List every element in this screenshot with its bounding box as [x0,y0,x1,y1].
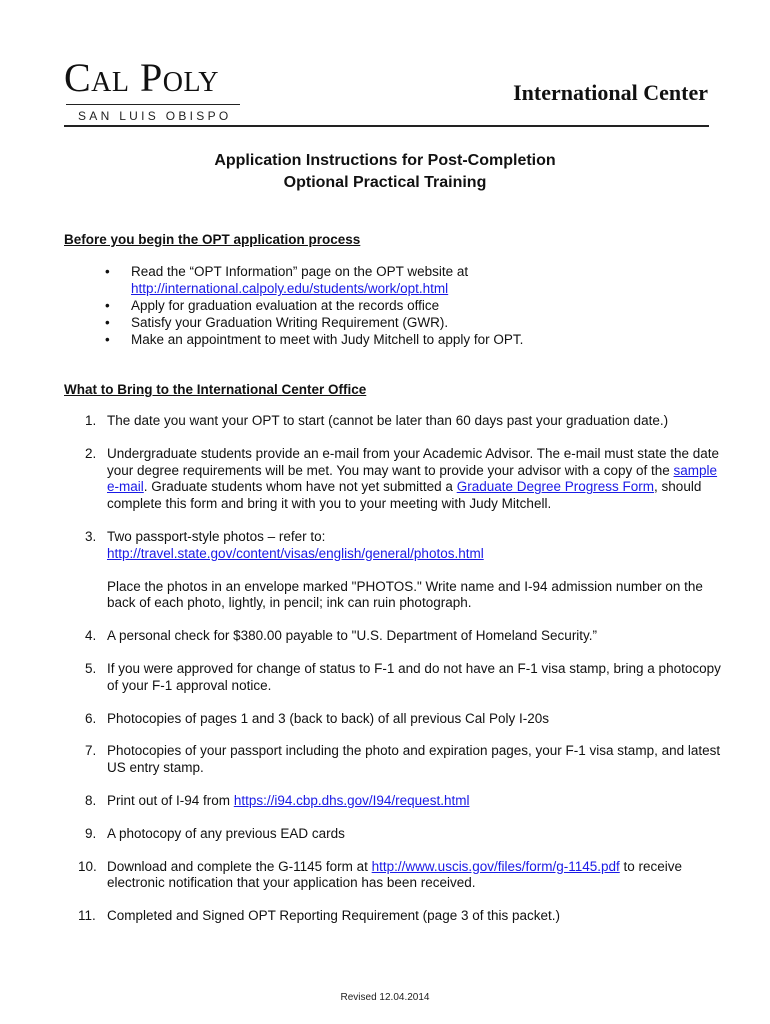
step-number: 3. [85,528,97,544]
step-text: Completed and Signed OPT Reporting Requirement (page 3 of this packet.) [107,908,561,924]
list-item [105,297,725,314]
what-to-bring-list [78,413,725,941]
list-item [85,743,725,777]
title-line-1: Application Instructions for Post-Completion [214,152,556,169]
bullet-text: Apply for graduation evaluation at the records office [131,298,440,313]
list-item [85,628,725,645]
step-number: 1. [85,413,97,428]
step-text: If you were approved for change of status to F-1 and do not have an F-1 visa stamp, bring a photocopy of your F-1 approval notice. [107,660,721,693]
list-item [85,529,725,612]
header-divider [64,125,709,127]
step-number: 5. [85,660,97,676]
list-item [105,263,725,297]
sample-email-link[interactable]: sample e-mail [107,462,718,495]
list-item [78,858,725,893]
bullet-icon: • [105,315,110,330]
bullet-text: Satisfy your Graduation Writing Requirement (GWR). [131,315,449,330]
step-text: A photocopy of any previous EAD cards [107,825,345,841]
section-heading-what-to-bring: What to Bring to the International Center Office [64,382,367,397]
step-number: 10. [78,858,97,874]
step-text: A personal check for $380.00 payable to "U.S. Department of Homeland Security.” [107,628,598,644]
section-heading-before: Before you begin the OPT application process [64,232,361,247]
step-text-extra: Place the photos in an envelope marked "PHOTOS." Write name and I-94 admission number on the back of each photo, lightly, in pencil; ink can ruin photograph. [107,578,703,611]
step-number: 9. [85,825,97,841]
list-item [85,711,725,728]
passport-photos-link[interactable]: http://travel.state.gov/content/visas/english/general/photos.html [107,545,484,561]
bullet-icon: • [105,332,110,347]
revised-date: Revised 12.04.2014 [340,992,430,1003]
step-number: 8. [85,792,97,808]
bullet-icon: • [105,264,110,279]
step-number: 2. [85,445,97,461]
title-line-2: Optional Practical Training [283,174,487,191]
bullet-text: Make an appointment to meet with Judy Mitchell to apply for OPT. [131,332,524,347]
logo-subtitle: SAN LUIS OBISPO [78,109,232,123]
step-number: 4. [85,628,97,644]
list-item [85,413,725,430]
list-item [105,331,725,348]
list-item [85,446,725,513]
step-number: 11. [78,908,96,924]
list-item [85,661,725,695]
g1145-form-link[interactable]: http://www.uscis.gov/files/form/g-1145.pdf [371,858,620,874]
list-item [85,826,725,843]
logo-divider [66,104,240,105]
step-text: Two passport-style photos – refer to: http://travel.state.gov/content/visas/english/general/photos.html [107,528,484,561]
step-text: The date you want your OPT to start (cannot be later than 60 days past your graduation date.) [107,413,669,428]
graduate-degree-progress-form-link[interactable]: Graduate Degree Progress Form [456,479,655,495]
step-text: Photocopies of pages 1 and 3 (back to back) of all previous Cal Poly I-20s [107,710,549,726]
bullet-text: Read the “OPT Information” page on the OPT website at [131,264,469,279]
list-item [105,314,725,331]
step-text: Undergraduate students provide an e-mail from your Academic Advisor. The e-mail must state the date your degree requirements will be met. You may want to provide your advisor with a copy of the sample e-mail. Graduate students whom have not yet submitted a Graduate Degree Progress Form, should complete this form and bring it with you to your meeting with Judy Mitchell. [107,445,720,512]
bullet-icon: • [105,298,110,313]
step-number: 7. [85,743,97,759]
before-checklist [105,263,725,348]
logo-name: Cal Poly [64,55,219,100]
i94-request-link[interactable]: https://i94.cbp.dhs.gov/I94/request.html [233,792,470,808]
international-center-title: International Center [513,80,708,105]
list-item [85,793,725,810]
page-title [0,150,770,194]
step-number: 6. [85,710,97,726]
step-text: Photocopies of your passport including the photo and expiration pages, your F-1 visa stamp, and latest US entry stamp. [107,743,721,776]
step-text: Print out of I-94 from https://i94.cbp.dhs.gov/I94/request.html [107,792,470,808]
list-item [78,908,725,925]
step-text: Download and complete the G-1145 form at http://www.uscis.gov/files/form/g-1145.pdf to receive electronic notification that your application has been received. [107,858,683,891]
cal-poly-logo [64,55,242,123]
opt-info-link[interactable]: http://international.calpoly.edu/students/work/opt.html [131,281,449,296]
